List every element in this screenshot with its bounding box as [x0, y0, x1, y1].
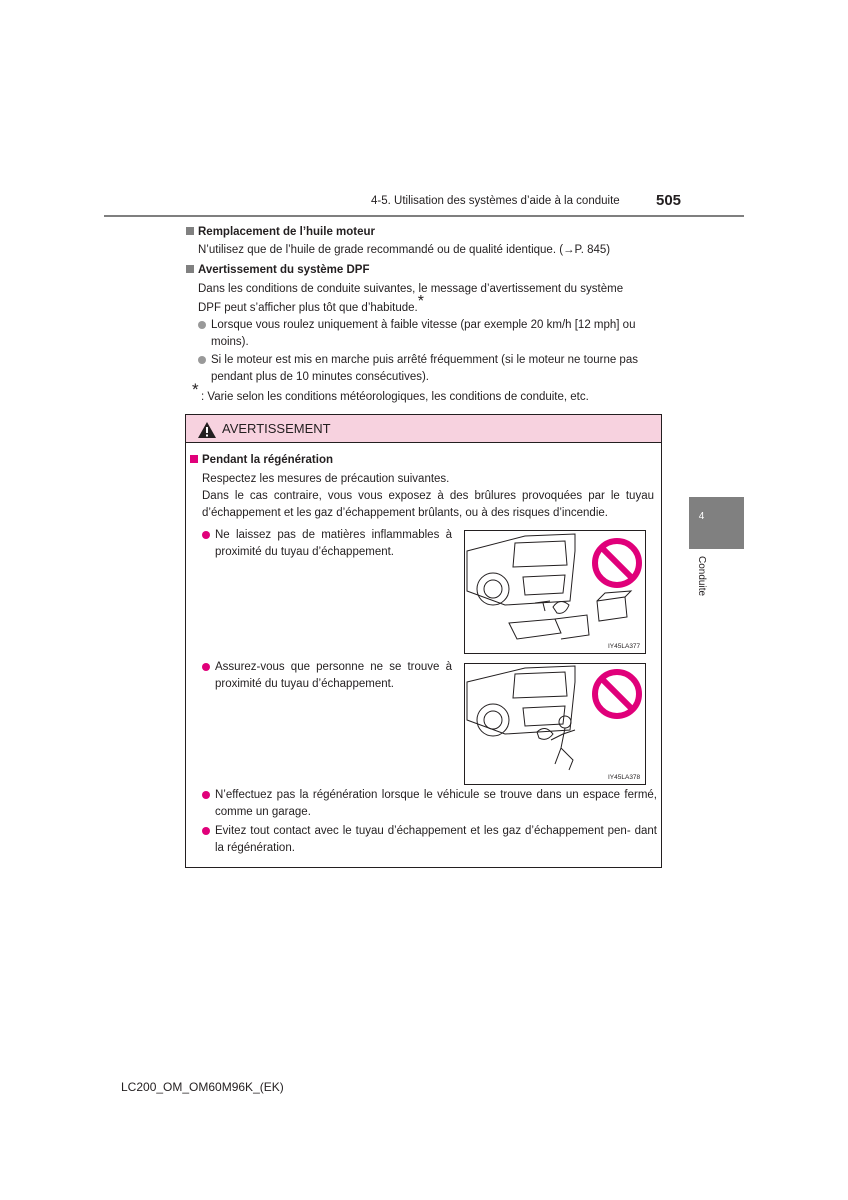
warning-triangle-icon: [197, 421, 217, 439]
round-bullet-icon: [202, 531, 210, 539]
document-code: LC200_OM_OM60M96K_(EK): [121, 1080, 284, 1094]
asterisk: *: [417, 293, 424, 310]
illustration-person: [464, 663, 646, 785]
header-rule: [104, 215, 744, 217]
section-title: 4-5. Utilisation des systèmes d’aide à la conduite: [371, 195, 620, 207]
chapter-label: Conduite: [696, 556, 707, 597]
dpf-bullet: Lorsque vous roulez uniquement à faible vitesse (par exemple 20 km/h [12 mph] ou moins).: [198, 317, 662, 351]
warning-item: Evitez tout contact avec le tuyau d’échappement et les gaz d’échappement pen- dant la régénération.: [202, 823, 657, 857]
round-bullet-icon: [202, 663, 210, 671]
arrow-right-icon: →: [563, 244, 575, 256]
illustration-flammables: [464, 530, 646, 654]
dpf-bullet: Si le moteur est mis en marche puis arrêté fréquemment (si le moteur ne tourne pas pendant plus de 10 minutes consécutives).: [198, 352, 662, 386]
figure-code: IY45LA377: [608, 643, 641, 650]
prohibition-icon: [595, 541, 639, 585]
round-bullet-icon: [202, 827, 210, 835]
page-number: 505: [656, 192, 682, 209]
heading-oil-change: Remplacement de l’huile moteur: [186, 224, 375, 241]
square-bullet-icon: [186, 265, 194, 273]
square-bullet-icon: [190, 455, 198, 463]
figure-code: IY45LA378: [608, 774, 641, 781]
footnote-asterisk: *: [192, 380, 199, 399]
warning-item: N’effectuez pas la régénération lorsque le véhicule se trouve dans un espace fermé, comme un garage.: [202, 787, 657, 821]
round-bullet-icon: [198, 356, 206, 364]
footnote-text: : Varie selon les conditions météorologiques, les conditions de conduite, etc.: [201, 391, 589, 403]
warning-title: AVERTISSEMENT: [222, 421, 331, 436]
warning-item: Assurez-vous que personne ne se trouve à proximité du tuyau d’échappement.: [202, 659, 452, 693]
square-bullet-icon: [186, 227, 194, 235]
heading-dpf-warning: Avertissement du système DPF: [186, 262, 370, 279]
dpf-text: Dans les conditions de conduite suivantes, le message d’avertissement du système DPF peut s’afficher plus tôt que d’habitude.*: [198, 283, 624, 314]
chapter-number: 4: [698, 511, 705, 522]
warning-intro: Respectez les mesures de précaution suivantes. Dans le cas contraire, vous vous exposez à des brûlures provoquées par le tuyau d’échappement et les gaz d’échappement brûlants, ou à des risques d’incendie.: [202, 473, 654, 519]
oil-change-text: N’utilisez que de l’huile de grade recommandé ou de qualité identique. (→P. 845): [198, 244, 611, 256]
warning-item: Ne laissez pas de matières inflammables à proximité du tuyau d’échappement.: [202, 527, 452, 561]
chapter-tab: [689, 497, 744, 549]
round-bullet-icon: [198, 321, 206, 329]
round-bullet-icon: [202, 791, 210, 799]
warning-subheading: Pendant la régénération: [190, 452, 333, 469]
